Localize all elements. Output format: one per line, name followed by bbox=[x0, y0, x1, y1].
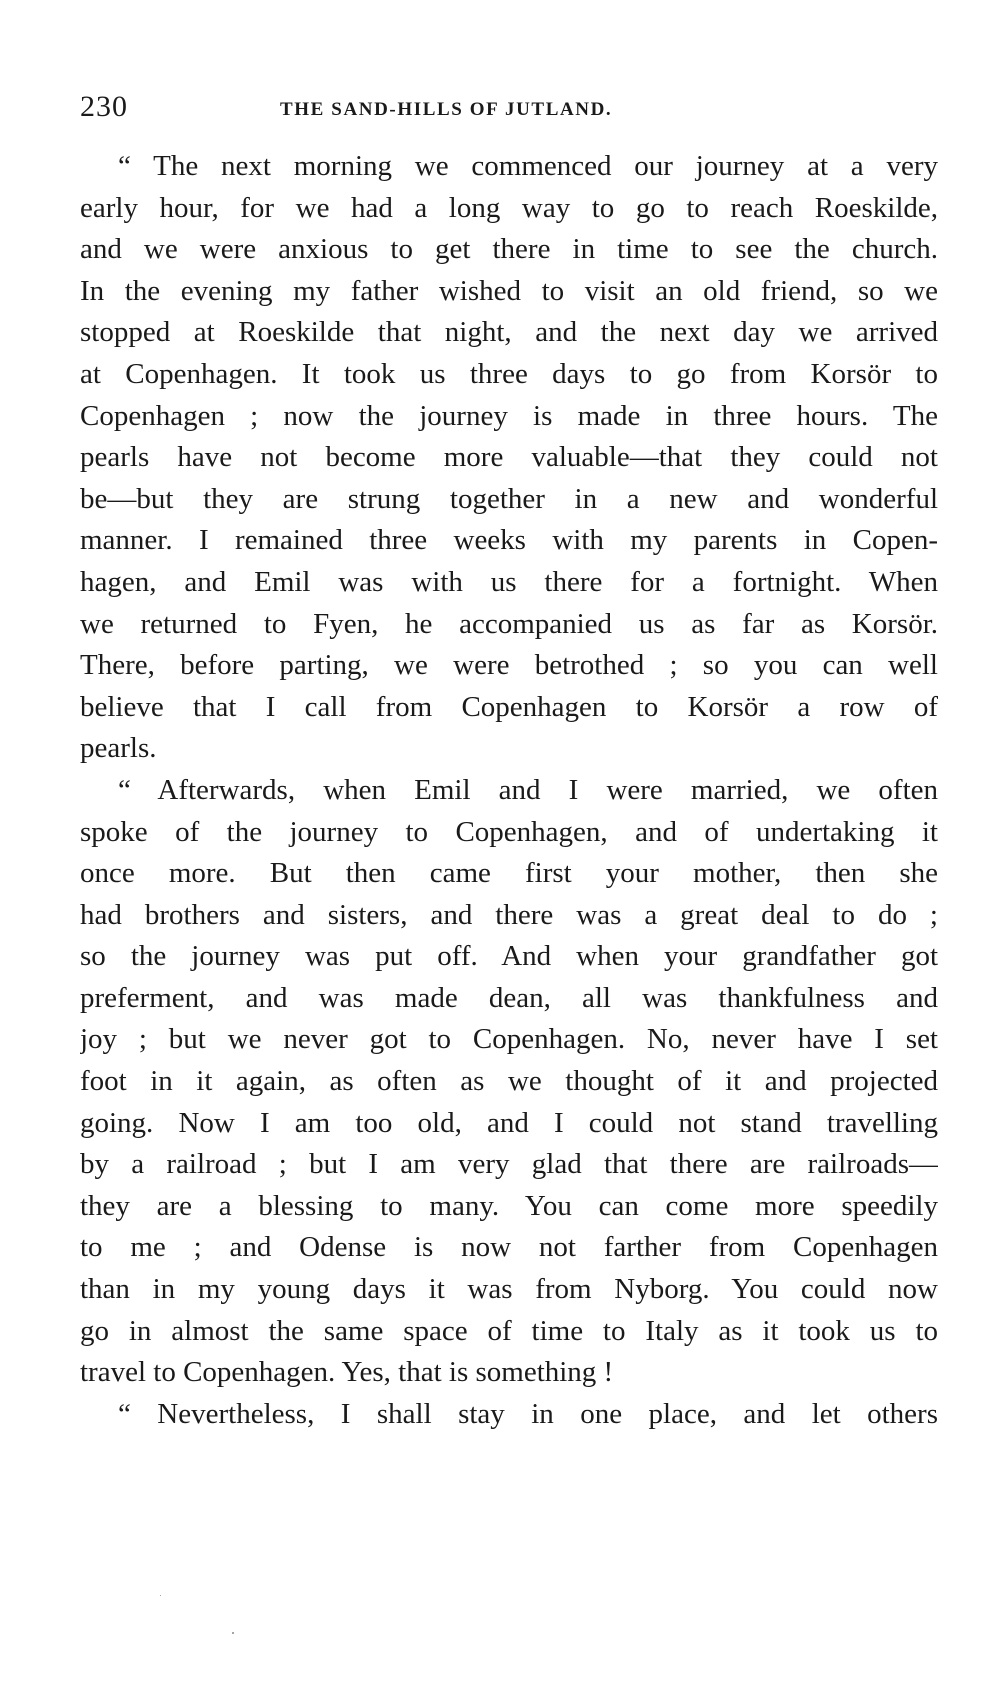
text-line: believe that I call from Copenhagen to Korsör a row of bbox=[80, 690, 938, 723]
page-number: 230 bbox=[80, 90, 128, 123]
text-line: “ The next morning we commenced our journey at a very bbox=[118, 150, 938, 182]
text-line: going. Now I am too old, and I could not stand travelling bbox=[80, 1106, 938, 1139]
text-line: preferment, and was made dean, all was thankfulness and bbox=[80, 981, 938, 1014]
text-line: to me ; and Odense is now not farther from Copenhagen bbox=[80, 1231, 938, 1264]
scan-speck bbox=[160, 1595, 161, 1596]
text-line: stopped at Roeskilde that night, and the next day we arrived bbox=[80, 316, 938, 349]
text-line: and we were anxious to get there in time to see the church. bbox=[80, 233, 938, 266]
text-line: spoke of the journey to Copenhagen, and of undertaking it bbox=[80, 815, 938, 848]
text-line: by a railroad ; but I am very glad that there are railroads— bbox=[80, 1148, 938, 1181]
text-line: so the journey was put off. And when your grandfather got bbox=[80, 940, 938, 973]
text-line: “ Afterwards, when Emil and I were married, we often bbox=[118, 773, 938, 806]
text-line: “ Nevertheless, I shall stay in one place, and let others bbox=[118, 1397, 938, 1430]
text-line: Copenhagen ; now the journey is made in three hours. The bbox=[80, 399, 938, 432]
text-line: There, before parting, we were betrothed ; so you can well bbox=[80, 649, 938, 682]
text-line: hagen, and Emil was with us there for a fortnight. When bbox=[80, 565, 938, 598]
text-line: be—but they are strung together in a new and wonderful bbox=[80, 482, 938, 515]
text-line: once more. But then came first your mother, then she bbox=[80, 857, 938, 890]
text-line: we returned to Fyen, he accompanied us as far as Korsör. bbox=[80, 607, 938, 640]
running-head bbox=[80, 92, 940, 132]
text-line: foot in it again, as often as we thought of it and projected bbox=[80, 1065, 938, 1098]
text-line: go in almost the same space of time to Italy as it took us to bbox=[80, 1314, 938, 1347]
text-line: manner. I remained three weeks with my parents in Copen- bbox=[80, 524, 938, 557]
body-text bbox=[80, 146, 938, 1435]
text-line: early hour, for we had a long way to go to reach Roeskilde, bbox=[80, 191, 938, 224]
text-line: at Copenhagen. It took us three days to go from Korsör to bbox=[80, 357, 938, 390]
text-line: than in my young days it was from Nyborg. You could now bbox=[80, 1273, 938, 1306]
scan-speck bbox=[232, 1632, 234, 1634]
text-line: In the evening my father wished to visit an old friend, so we bbox=[80, 274, 938, 307]
text-line: travel to Copenhagen. Yes, that is something ! bbox=[80, 1356, 614, 1389]
text-line: had brothers and sisters, and there was a great deal to do ; bbox=[80, 898, 938, 931]
text-line: joy ; but we never got to Copenhagen. No, never have I set bbox=[80, 1023, 938, 1056]
text-line: pearls have not become more valuable—that they could not bbox=[80, 441, 938, 474]
text-line: they are a blessing to many. You can come more speedily bbox=[80, 1189, 938, 1222]
running-title: THE SAND-HILLS OF JUTLAND. bbox=[280, 99, 613, 120]
text-line: pearls. bbox=[80, 732, 157, 765]
